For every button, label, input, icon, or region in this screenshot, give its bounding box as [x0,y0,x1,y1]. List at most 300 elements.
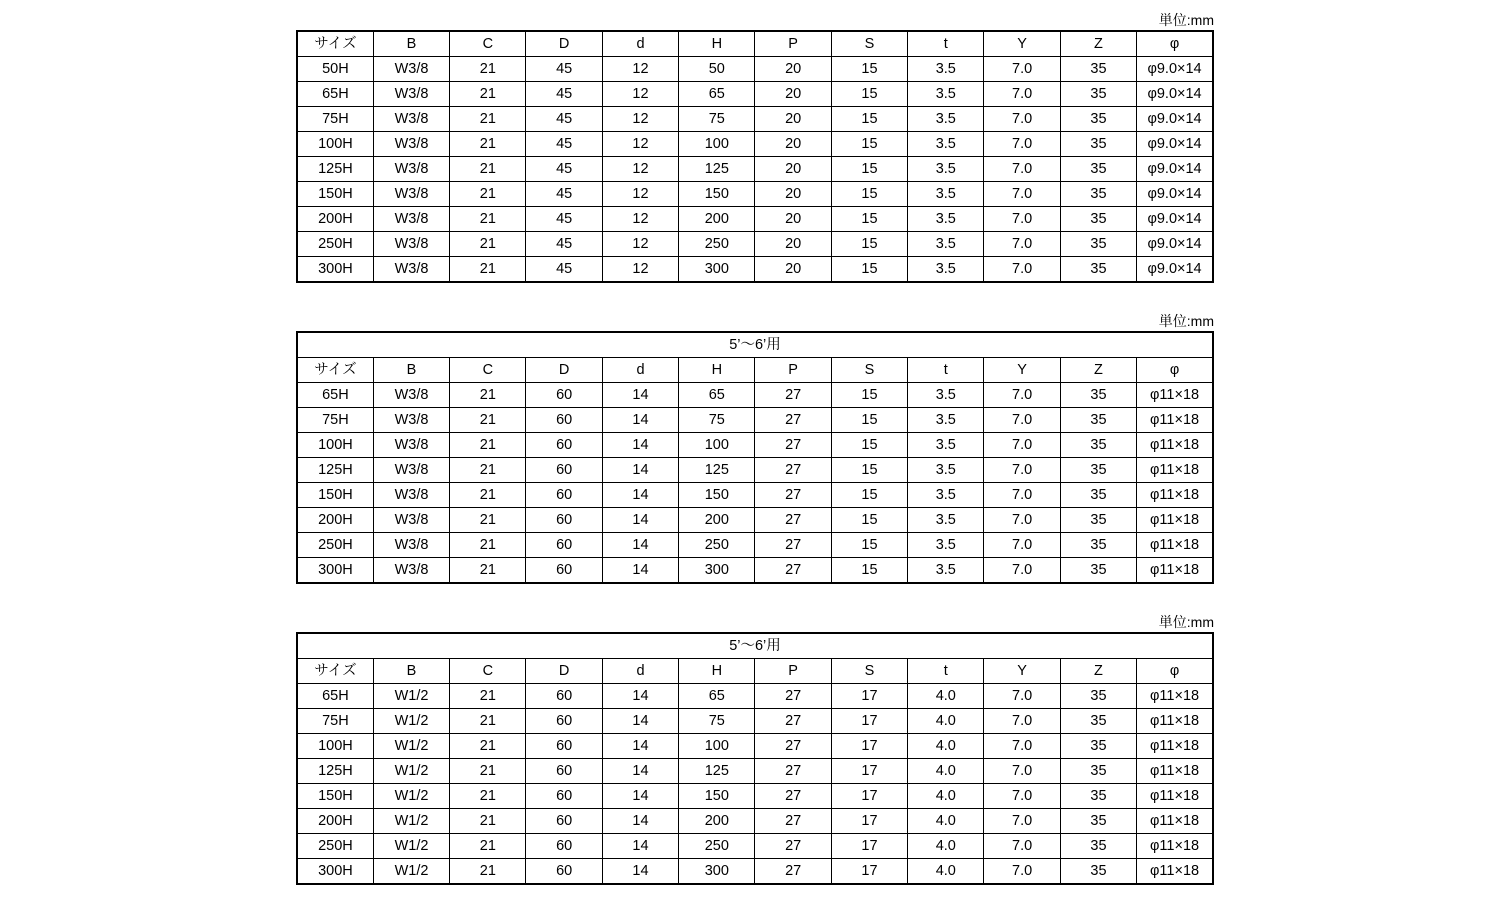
table-cell: 45 [526,232,602,257]
column-header: サイズ [297,358,373,383]
table-cell: 7.0 [984,383,1060,408]
table-cell: 20 [755,107,831,132]
table-cell: 4.0 [908,809,984,834]
table-cell: 14 [602,709,678,734]
table-cell: 60 [526,483,602,508]
table-cell: W1/2 [373,834,449,859]
table-cell: φ11×18 [1137,483,1213,508]
table-cell: 3.5 [908,533,984,558]
table-cell: W3/8 [373,232,449,257]
table-cell: φ9.0×14 [1137,257,1213,283]
table-cell: 150 [679,784,755,809]
table-row [297,834,1213,859]
table-cell: 35 [1060,182,1136,207]
table-cell: 60 [526,759,602,784]
table-cell: 45 [526,257,602,283]
table-cell: 35 [1060,82,1136,107]
table-cell: 3.5 [908,257,984,283]
table-cell: 12 [602,82,678,107]
table-cell: 7.0 [984,483,1060,508]
table-cell: φ11×18 [1137,383,1213,408]
table-cell: 35 [1060,57,1136,82]
table-cell: W1/2 [373,734,449,759]
table-cell: 65 [679,684,755,709]
table-cell: W1/2 [373,759,449,784]
table-cell: 20 [755,157,831,182]
table-cell: W3/8 [373,207,449,232]
table-cell: 75 [679,408,755,433]
table-cell: 15 [831,157,907,182]
table-cell: 14 [602,508,678,533]
table-cell: 250 [679,232,755,257]
table-row [297,734,1213,759]
table-cell: 20 [755,57,831,82]
table-cell: 100H [297,734,373,759]
table-cell: 250H [297,533,373,558]
table-cell: 14 [602,433,678,458]
column-header: H [679,31,755,57]
table-cell: W3/8 [373,182,449,207]
table-cell: 125H [297,157,373,182]
spec-table-block-1 [296,10,1214,283]
table-row [297,182,1213,207]
table-cell: 27 [755,408,831,433]
table-cell: 20 [755,257,831,283]
table-cell: 35 [1060,784,1136,809]
table-cell: 150H [297,784,373,809]
table-cell: 65H [297,82,373,107]
table-cell: 15 [831,508,907,533]
table-cell: 60 [526,533,602,558]
table-cell: 27 [755,709,831,734]
column-header: B [373,659,449,684]
column-header: Y [984,358,1060,383]
table-cell: φ9.0×14 [1137,157,1213,182]
table-cell: 300 [679,257,755,283]
table-cell: 35 [1060,709,1136,734]
table-cell: 7.0 [984,182,1060,207]
table-cell: 150H [297,483,373,508]
table-cell: 14 [602,483,678,508]
table-cell: 17 [831,734,907,759]
table-cell: 3.5 [908,508,984,533]
table-cell: 3.5 [908,232,984,257]
table-cell: φ11×18 [1137,734,1213,759]
table-cell: 35 [1060,232,1136,257]
column-header: D [526,358,602,383]
table-cell: W1/2 [373,784,449,809]
table-cell: W3/8 [373,558,449,584]
table-cell: 7.0 [984,257,1060,283]
column-header: d [602,659,678,684]
table-cell: W1/2 [373,709,449,734]
table-cell: 4.0 [908,834,984,859]
table-cell: 12 [602,232,678,257]
table-cell: W3/8 [373,107,449,132]
table-cell: 60 [526,433,602,458]
table-cell: 100 [679,734,755,759]
table-cell: 35 [1060,107,1136,132]
table-cell: 21 [450,82,526,107]
table-cell: 27 [755,784,831,809]
table-cell: 4.0 [908,759,984,784]
spec-table [296,30,1214,283]
table-cell: 60 [526,383,602,408]
table-cell: 4.0 [908,684,984,709]
table-cell: 3.5 [908,107,984,132]
table-cell: 21 [450,182,526,207]
table-cell: φ9.0×14 [1137,82,1213,107]
table-cell: 7.0 [984,859,1060,885]
table-cell: W3/8 [373,257,449,283]
column-header: t [908,31,984,57]
table-cell: 7.0 [984,533,1060,558]
table-cell: 35 [1060,859,1136,885]
table-cell: 14 [602,684,678,709]
table-cell: 35 [1060,684,1136,709]
table-cell: 75 [679,107,755,132]
table-cell: 17 [831,709,907,734]
table-cell: 20 [755,207,831,232]
table-cell: φ11×18 [1137,558,1213,584]
table-cell: 60 [526,684,602,709]
table-row [297,107,1213,132]
column-header: S [831,659,907,684]
table-cell: φ11×18 [1137,759,1213,784]
table-cell: φ9.0×14 [1137,207,1213,232]
column-header: P [755,659,831,684]
table-cell: 60 [526,558,602,584]
table-cell: 300 [679,558,755,584]
unit-label: 単位:mm [1158,313,1214,329]
table-cell: 200H [297,508,373,533]
table-cell: 27 [755,734,831,759]
table-cell: 21 [450,408,526,433]
table-cell: 20 [755,182,831,207]
table-cell: 3.5 [908,483,984,508]
table-cell: 35 [1060,433,1136,458]
table-cell: 75H [297,408,373,433]
table-cell: 3.5 [908,383,984,408]
table-cell: W3/8 [373,508,449,533]
table-cell: 21 [450,207,526,232]
column-header: d [602,31,678,57]
table-row [297,508,1213,533]
table-cell: 35 [1060,834,1136,859]
table-cell: φ9.0×14 [1137,57,1213,82]
table-cell: 35 [1060,408,1136,433]
table-cell: 12 [602,157,678,182]
table-cell: 15 [831,132,907,157]
table-cell: 7.0 [984,433,1060,458]
table-cell: 125 [679,157,755,182]
table-row [297,232,1213,257]
table-cell: 60 [526,458,602,483]
table-cell: 125H [297,458,373,483]
table-cell: 21 [450,132,526,157]
table-cell: 35 [1060,458,1136,483]
table-cell: W3/8 [373,408,449,433]
column-header: C [450,31,526,57]
table-cell: 150 [679,483,755,508]
table-cell: 15 [831,182,907,207]
table-cell: 4.0 [908,734,984,759]
table-cell: φ11×18 [1137,533,1213,558]
table-row [297,458,1213,483]
table-cell: 15 [831,533,907,558]
table-caption-row [297,332,1213,358]
table-cell: 17 [831,684,907,709]
table-cell: φ9.0×14 [1137,232,1213,257]
table-cell: 27 [755,834,831,859]
table-cell: 300H [297,558,373,584]
table-cell: 60 [526,859,602,885]
table-cell: 100 [679,433,755,458]
table-cell: 7.0 [984,57,1060,82]
table-cell: 45 [526,82,602,107]
table-cell: 21 [450,709,526,734]
table-cell: 50H [297,57,373,82]
table-cell: 21 [450,784,526,809]
table-cell: φ11×18 [1137,709,1213,734]
column-header: H [679,659,755,684]
table-cell: 17 [831,809,907,834]
table-cell: φ11×18 [1137,834,1213,859]
table-cell: 7.0 [984,684,1060,709]
table-cell: 65H [297,383,373,408]
table-cell: 45 [526,57,602,82]
table-row [297,433,1213,458]
table-cell: W1/2 [373,684,449,709]
table-cell: 12 [602,207,678,232]
column-header: C [450,358,526,383]
column-header: P [755,31,831,57]
table-cell: 7.0 [984,834,1060,859]
table-cell: 7.0 [984,107,1060,132]
table-cell: φ11×18 [1137,809,1213,834]
table-cell: 75 [679,709,755,734]
table-row [297,408,1213,433]
table-cell: 15 [831,483,907,508]
table-cell: W3/8 [373,483,449,508]
table-cell: W1/2 [373,809,449,834]
table-cell: 65H [297,684,373,709]
table-caption-row [297,633,1213,659]
column-header: Y [984,31,1060,57]
table-cell: 35 [1060,533,1136,558]
table-row [297,784,1213,809]
table-cell: 7.0 [984,508,1060,533]
table-cell: 21 [450,257,526,283]
table-cell: 75H [297,709,373,734]
table-cell: φ11×18 [1137,784,1213,809]
column-header: B [373,358,449,383]
table-cell: 21 [450,433,526,458]
table-cell: 20 [755,132,831,157]
table-cell: 7.0 [984,132,1060,157]
table-cell: 300H [297,257,373,283]
table-cell: 35 [1060,734,1136,759]
table-cell: 35 [1060,383,1136,408]
spec-table [296,331,1214,584]
table-cell: 200 [679,207,755,232]
table-cell: 27 [755,383,831,408]
table-cell: 45 [526,207,602,232]
table-cell: 27 [755,759,831,784]
table-cell: 60 [526,784,602,809]
column-header: P [755,358,831,383]
table-cell: 7.0 [984,82,1060,107]
column-header: Z [1060,659,1136,684]
table-row [297,533,1213,558]
table-cell: 200H [297,207,373,232]
table-cell: 21 [450,483,526,508]
table-cell: 15 [831,57,907,82]
table-row [297,257,1213,283]
table-cell: W3/8 [373,458,449,483]
table-cell: 100H [297,433,373,458]
table-cell: 7.0 [984,207,1060,232]
table-cell: 50 [679,57,755,82]
table-cell: 15 [831,107,907,132]
table-cell: 14 [602,859,678,885]
table-cell: 27 [755,859,831,885]
table-cell: 27 [755,533,831,558]
table-cell: 35 [1060,759,1136,784]
table-row [297,132,1213,157]
table-cell: 14 [602,834,678,859]
table-cell: 35 [1060,157,1136,182]
table-cell: 15 [831,433,907,458]
table-cell: 45 [526,132,602,157]
table-cell: 100H [297,132,373,157]
table-cell: 4.0 [908,784,984,809]
column-header: t [908,358,984,383]
table-cell: φ11×18 [1137,433,1213,458]
table-cell: 300 [679,859,755,885]
table-row [297,157,1213,182]
unit-label: 単位:mm [1158,614,1214,630]
column-header: C [450,659,526,684]
table-cell: 21 [450,859,526,885]
column-header: φ [1137,659,1213,684]
table-cell: 20 [755,232,831,257]
table-row [297,82,1213,107]
table-cell: 14 [602,408,678,433]
table-cell: W3/8 [373,57,449,82]
table-cell: 14 [602,383,678,408]
table-cell: 35 [1060,809,1136,834]
table-cell: 21 [450,834,526,859]
table-cell: W3/8 [373,383,449,408]
table-cell: 4.0 [908,709,984,734]
table-cell: 15 [831,458,907,483]
table-cell: 17 [831,834,907,859]
column-header: Z [1060,358,1136,383]
table-cell: 7.0 [984,232,1060,257]
table-cell: 7.0 [984,809,1060,834]
table-cell: 21 [450,684,526,709]
column-header: D [526,31,602,57]
table-cell: 27 [755,558,831,584]
table-cell: 27 [755,809,831,834]
table-cell: 125 [679,759,755,784]
table-cell: 3.5 [908,558,984,584]
table-cell: 15 [831,408,907,433]
table-cell: 45 [526,157,602,182]
column-header: Y [984,659,1060,684]
column-header: D [526,659,602,684]
table-cell: 14 [602,784,678,809]
table-cell: 21 [450,57,526,82]
spec-table [296,632,1214,885]
spec-table-block-3 [296,612,1214,885]
table-row [297,558,1213,584]
table-cell: 27 [755,508,831,533]
table-cell: 17 [831,784,907,809]
table-cell: 21 [450,508,526,533]
table-cell: 7.0 [984,558,1060,584]
table-cell: 12 [602,257,678,283]
spec-table-block-2 [296,311,1214,584]
table-row [297,809,1213,834]
table-cell: 250H [297,232,373,257]
table-cell: W3/8 [373,433,449,458]
table-row [297,207,1213,232]
table-cell: 35 [1060,207,1136,232]
table-cell: 65 [679,383,755,408]
table-cell: 27 [755,483,831,508]
table-cell: 21 [450,232,526,257]
table-cell: 45 [526,182,602,207]
table-cell: 250 [679,834,755,859]
table-cell: φ11×18 [1137,684,1213,709]
table-cell: 7.0 [984,784,1060,809]
table-cell: 100 [679,132,755,157]
table-cell: 15 [831,383,907,408]
table-cell: 60 [526,508,602,533]
table-cell: 27 [755,684,831,709]
table-cell: W3/8 [373,157,449,182]
table-row [297,684,1213,709]
table-cell: 125 [679,458,755,483]
table-cell: 14 [602,809,678,834]
table-cell: φ11×18 [1137,408,1213,433]
column-header: Z [1060,31,1136,57]
column-header: φ [1137,358,1213,383]
column-header: φ [1137,31,1213,57]
table-cell: 7.0 [984,734,1060,759]
unit-label: 単位:mm [1158,12,1214,28]
table-cell: 7.0 [984,157,1060,182]
table-cell: 3.5 [908,408,984,433]
table-cell: φ9.0×14 [1137,107,1213,132]
table-cell: 45 [526,107,602,132]
column-header: S [831,31,907,57]
table-cell: W3/8 [373,132,449,157]
table-cell: 21 [450,759,526,784]
table-cell: 14 [602,734,678,759]
table-cell: 12 [602,132,678,157]
table-cell: φ11×18 [1137,508,1213,533]
table-header-row [297,659,1213,684]
table-row [297,859,1213,885]
table-header-row [297,358,1213,383]
column-header: H [679,358,755,383]
table-cell: 65 [679,82,755,107]
table-cell: φ9.0×14 [1137,182,1213,207]
table-cell: 200 [679,508,755,533]
